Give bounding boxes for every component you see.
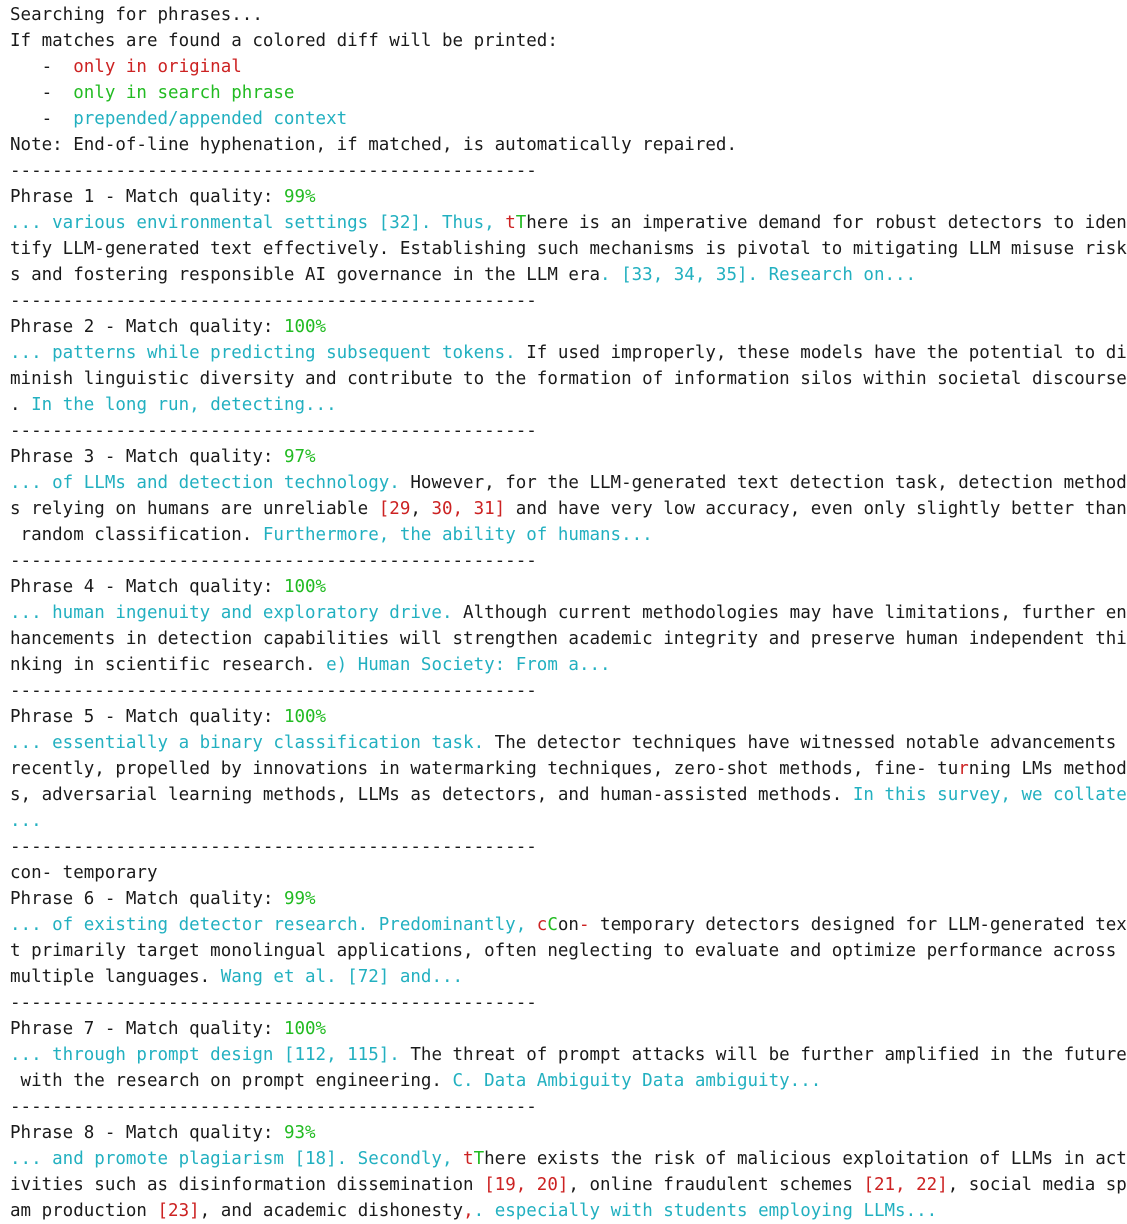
terminal-line <box>10 54 1078 80</box>
context-text: ... through prompt design [112, 115]. <box>10 1045 411 1065</box>
terminal-line <box>10 704 1078 730</box>
terminal-line <box>10 28 1078 54</box>
terminal-line <box>10 652 1078 678</box>
output-text: Phrase 3 - Match quality: <box>10 447 284 467</box>
terminal-line <box>10 600 1127 626</box>
context-text: e) Human Society: From a... <box>315 655 611 675</box>
terminal-line <box>10 262 1078 288</box>
output-text: Phrase 2 - Match quality: <box>10 317 284 337</box>
output-text: Phrase 8 - Match quality: <box>10 1123 284 1143</box>
terminal-line <box>10 1094 1078 1120</box>
context-text: C. Data Ambiguity Data ambiguity... <box>441 1071 822 1091</box>
diff-removed-text: t <box>505 213 516 233</box>
context-text: In this survey, we collate <box>842 785 1127 805</box>
output-text: s and fostering responsible AI governance in the LLM era <box>10 265 601 285</box>
output-text: and have very low accuracy, even only slightly better than <box>505 499 1127 519</box>
output-text: am production <box>10 1201 158 1221</box>
context-text: . especially with students employing LLMs... <box>473 1201 938 1221</box>
output-text: multiple languages. <box>10 967 211 987</box>
terminal-line <box>10 132 1078 158</box>
terminal-line <box>10 366 1127 392</box>
terminal-line <box>10 964 1078 990</box>
terminal-line <box>10 392 1078 418</box>
output-text: , <box>410 499 432 519</box>
output-text: random classification. <box>10 525 253 545</box>
context-text: ... of LLMs and detection technology. <box>10 473 411 493</box>
context-text: In the long run, detecting... <box>20 395 337 415</box>
terminal-line <box>10 288 1078 314</box>
output-text: on <box>557 915 579 935</box>
output-text: here exists the risk of malicious exploitation of LLMs in act <box>484 1149 1127 1169</box>
output-text: s, adversarial learning methods, LLMs as detectors, and human-assisted methods. <box>10 785 843 805</box>
diff-removed-text: [23] <box>157 1201 200 1221</box>
context-text: ... of existing detector research. Predominantly, <box>10 915 537 935</box>
output-text: However, for the LLM-generated text detection task, detection method <box>410 473 1127 493</box>
output-text: Phrase 7 - Match quality: <box>10 1019 284 1039</box>
terminal-line <box>10 730 1117 756</box>
diff-removed-text: , <box>463 1201 474 1221</box>
output-text: s relying on humans are unreliable <box>10 499 379 519</box>
terminal-line <box>10 990 1078 1016</box>
output-text: The detector techniques have witnessed notable advancements <box>494 733 1117 753</box>
output-text: -------------------------------------------------- <box>10 551 537 571</box>
output-text: -------------------------------------------------- <box>10 681 537 701</box>
diff-added-text: 100% <box>283 317 327 337</box>
diff-added-text: 100% <box>283 1019 327 1039</box>
output-text: -------------------------------------------------- <box>10 291 537 311</box>
output-text: The threat of prompt attacks will be further amplified in the future <box>410 1045 1127 1065</box>
output-text: con- temporary <box>10 863 158 883</box>
output-text: nking in scientific research. <box>10 655 316 675</box>
terminal-line <box>10 834 1078 860</box>
diff-removed-text: [29 <box>378 499 411 519</box>
terminal-line <box>10 938 1117 964</box>
terminal-line <box>10 678 1078 704</box>
terminal-line <box>10 496 1127 522</box>
terminal-line <box>10 470 1127 496</box>
terminal-line <box>10 1172 1127 1198</box>
output-text: Phrase 4 - Match quality: <box>10 577 284 597</box>
terminal-line <box>10 210 1127 236</box>
output-text: here is an imperative demand for robust detectors to iden <box>526 213 1127 233</box>
output-text: . <box>10 395 21 415</box>
diff-added-text: 97% <box>283 447 316 467</box>
terminal-line <box>10 548 1078 574</box>
context-text: Furthermore, the ability of humans... <box>252 525 653 545</box>
output-text: Note: End-of-line hyphenation, if matched, is automatically repaired. <box>10 135 737 155</box>
output-text: Searching for phrases... <box>10 5 263 25</box>
diff-added-text: 99% <box>283 889 316 909</box>
output-text: If matches are found a colored diff will be printed: <box>10 31 558 51</box>
terminal-line <box>10 574 1078 600</box>
output-text: If used improperly, these models have the potential to di <box>526 343 1127 363</box>
context-text: ... patterns while predicting subsequent tokens. <box>10 343 527 363</box>
output-text: minish linguistic diversity and contribute to the formation of information silos within societal discourse <box>10 369 1127 389</box>
terminal-line <box>10 80 1078 106</box>
terminal-line <box>10 756 1127 782</box>
terminal-line <box>10 808 1078 834</box>
output-text: - <box>10 83 74 103</box>
context-text: ... human ingenuity and exploratory drive. <box>10 603 464 623</box>
output-text: -------------------------------------------------- <box>10 837 537 857</box>
terminal-line <box>10 1120 1078 1146</box>
terminal-line <box>10 2 1078 28</box>
output-text: hancements in detection capabilities will strengthen academic integrity and preserve human independent thi <box>10 629 1127 649</box>
output-text: , online fraudulent schemes <box>568 1175 864 1195</box>
output-text: Phrase 6 - Match quality: <box>10 889 284 909</box>
diff-removed-text: [19, 20] <box>484 1175 569 1195</box>
output-text: t primarily target monolingual applications, often neglecting to evaluate and optimize performance across <box>10 941 1117 961</box>
output-text: -------------------------------------------------- <box>10 993 537 1013</box>
terminal-line <box>10 1068 1078 1094</box>
terminal-line <box>10 1016 1078 1042</box>
output-text: recently, propelled by innovations in watermarking techniques, zero-shot methods, fine- tu <box>10 759 959 779</box>
output-text: temporary detectors designed for LLM-generated tex <box>589 915 1127 935</box>
diff-removed-text: - <box>578 915 590 935</box>
context-text: Wang et al. [72] and... <box>210 967 464 987</box>
diff-removed-text: r <box>958 759 969 779</box>
diff-removed-text: only in original <box>73 57 242 77</box>
terminal-line <box>10 236 1127 262</box>
output-text: -------------------------------------------------- <box>10 161 537 181</box>
diff-added-text: 93% <box>283 1123 316 1143</box>
terminal-line <box>10 782 1127 808</box>
diff-removed-text: t <box>463 1149 474 1169</box>
diff-removed-text: 30, 31] <box>431 499 506 519</box>
terminal-line <box>10 106 1078 132</box>
output-text: , and academic dishonesty <box>199 1201 464 1221</box>
diff-added-text: 99% <box>283 187 316 207</box>
output-text: Phrase 5 - Match quality: <box>10 707 284 727</box>
terminal-line <box>10 626 1127 652</box>
terminal-line <box>10 860 1078 886</box>
context-text: prepended/appended context <box>73 109 348 129</box>
context-text: ... <box>10 811 42 831</box>
terminal-line <box>10 444 1078 470</box>
context-text: ... and promote plagiarism [18]. Secondly, <box>10 1149 464 1169</box>
diff-added-text: T <box>473 1149 485 1169</box>
output-text: with the research on prompt engineering. <box>10 1071 442 1091</box>
output-text: -------------------------------------------------- <box>10 1097 537 1117</box>
diff-added-text: 100% <box>283 577 327 597</box>
context-text: ... various environmental settings [32]. Thus, <box>10 213 506 233</box>
context-text: ... essentially a binary classification task. <box>10 733 495 753</box>
output-text: - <box>10 57 74 77</box>
output-text: - <box>10 109 74 129</box>
output-text: tify LLM-generated text effectively. Establishing such mechanisms is pivotal to mitigating LLM misuse risk <box>10 239 1127 259</box>
terminal-line <box>10 912 1127 938</box>
output-text: ning LMs method <box>968 759 1127 779</box>
terminal-line <box>10 418 1078 444</box>
terminal-line <box>10 184 1078 210</box>
context-text: . [33, 34, 35]. Research on... <box>600 265 917 285</box>
output-text: , social media sp <box>947 1175 1127 1195</box>
diff-added-text: T <box>515 213 527 233</box>
diff-removed-text: c <box>536 915 548 935</box>
diff-added-text: C <box>547 915 558 935</box>
output-text: ivities such as disinformation dissemination <box>10 1175 485 1195</box>
terminal-line <box>10 314 1078 340</box>
terminal-line <box>10 1198 1078 1224</box>
terminal-line <box>10 886 1078 912</box>
terminal-line <box>10 340 1127 366</box>
terminal-line <box>10 1042 1127 1068</box>
output-text: -------------------------------------------------- <box>10 421 537 441</box>
diff-added-text: only in search phrase <box>73 83 295 103</box>
output-text: Although current methodologies may have limitations, further en <box>463 603 1127 623</box>
diff-removed-text: [21, 22] <box>863 1175 948 1195</box>
terminal-line <box>10 1146 1127 1172</box>
terminal-line <box>10 158 1078 184</box>
diff-added-text: 100% <box>283 707 327 727</box>
terminal-line <box>10 522 1078 548</box>
output-text: Phrase 1 - Match quality: <box>10 187 284 207</box>
